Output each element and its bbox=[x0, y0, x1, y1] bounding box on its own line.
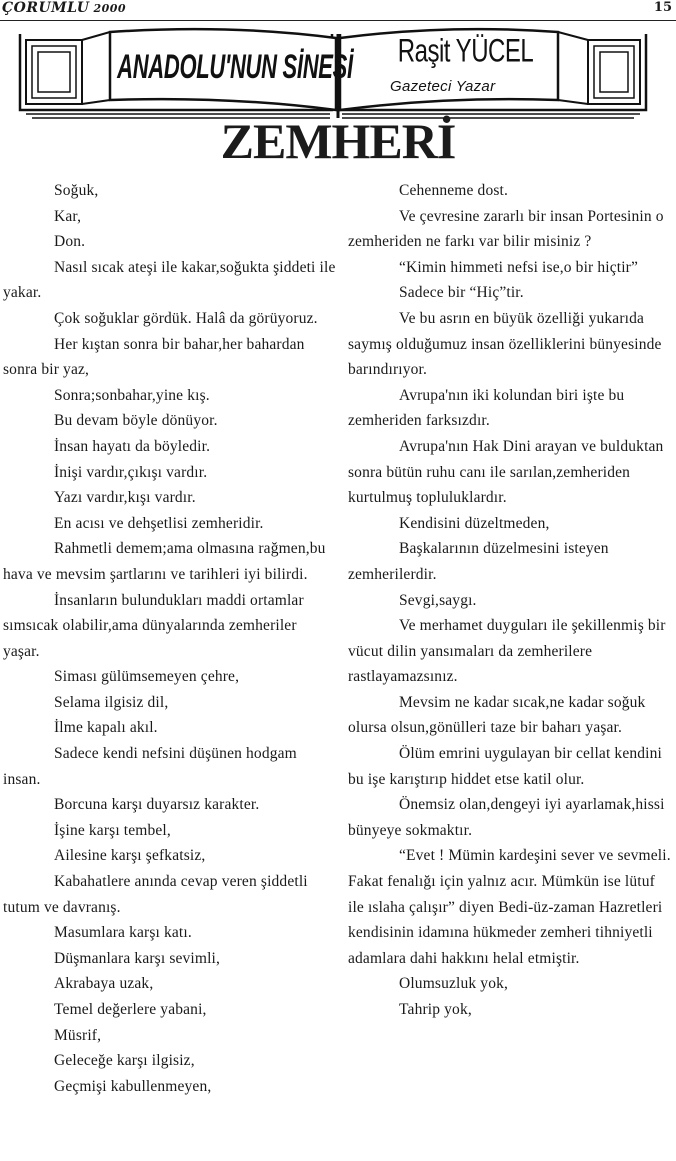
paragraph: “Kimin himmeti nefsi ise,o bir hiçtir” bbox=[399, 258, 639, 276]
paragraph: Sonra;sonbahar,yine kış. bbox=[54, 386, 210, 404]
paragraph: Kendisini düzeltmeden, bbox=[399, 514, 550, 532]
paragraph: İlme kapalı akıl. bbox=[54, 719, 158, 737]
author-role: Gazeteci Yazar bbox=[390, 78, 496, 95]
paragraph: Temel değerlere yabani, bbox=[54, 1001, 207, 1018]
paragraph: Sadece bir “Hiç”tir. bbox=[399, 284, 524, 302]
paragraph: Don. bbox=[54, 233, 86, 251]
page-number: 15 bbox=[653, 0, 672, 15]
paragraph: İşine karşı tembel, bbox=[54, 821, 171, 839]
publication-year: 2000 bbox=[93, 2, 127, 15]
paragraph: Tahrip yok, bbox=[399, 1001, 472, 1018]
paragraph: Ve çevresine zararlı bir insan Portesinin o zemheriden ne farkı var bilir misiniz ? bbox=[348, 207, 664, 251]
article-right-column bbox=[348, 178, 674, 1023]
author-name: Raşit YÜCEL bbox=[397, 33, 534, 70]
page-header bbox=[0, 0, 676, 21]
paragraph: Avrupa'nın Hak Dini arayan ve bulduktan sonra bütün ruhu canı ile sarılan,zemheriden kurtulmuş topluluklardır. bbox=[348, 437, 664, 507]
paragraph: Olumsuzluk yok, bbox=[399, 975, 509, 993]
paragraph: Ailesine karşı şefkatsiz, bbox=[54, 847, 206, 865]
publication-title: ÇORUMLU bbox=[2, 0, 90, 16]
paragraph: Rahmetli demem;ama olmasına rağmen,bu hava ve mevsim şartlarını ve tarihleri iyi bilirdi. bbox=[3, 540, 326, 583]
paragraph: Cehenneme dost. bbox=[399, 182, 509, 199]
paragraph: Soğuk, bbox=[54, 182, 99, 199]
paragraph: Selama ilgisiz dil, bbox=[54, 693, 169, 711]
paragraph: Ölüm emrini uygulayan bir cellat kendini bu işe karıştırıp hiddet etse katil olur. bbox=[348, 745, 662, 788]
paragraph: Yazı vardır,kışı vardır. bbox=[54, 489, 196, 507]
paragraph: Masumlara karşı katı. bbox=[54, 924, 192, 942]
paragraph: Siması gülümsemeyen çehre, bbox=[54, 668, 240, 686]
paragraph: İnsanların bulundukları maddi ortamlar sımsıcak olabilir,ama dünyalarında zemheriler yaşar. bbox=[3, 591, 304, 660]
paragraph: Kabahatlere anında cevap veren şiddetli tutum ve davranış. bbox=[3, 873, 308, 916]
paragraph: Sadece kendi nefsini düşünen hodgam insan. bbox=[3, 745, 297, 788]
paragraph: Akrabaya uzak, bbox=[54, 975, 154, 993]
paragraph: Avrupa'nın iki kolundan biri işte bu zemheriden farksızdır. bbox=[348, 386, 625, 430]
paragraph: Bu devam böyle dönüyor. bbox=[54, 412, 218, 430]
paragraph: En acısı ve dehşetlisi zemheridir. bbox=[54, 514, 264, 532]
section-title-panel bbox=[115, 32, 355, 102]
paragraph: Başkalarının düzelmesini isteyen zemherilerdir. bbox=[348, 540, 609, 583]
paragraph: Nasıl sıcak ateşi ile kakar,soğukta şiddeti ile yakar. bbox=[3, 258, 336, 302]
column-banner bbox=[18, 26, 650, 124]
paragraph: Geçmişi kabullenmeyen, bbox=[54, 1077, 212, 1095]
section-title: ANADOLU'NUN SİNESİ bbox=[117, 46, 353, 86]
publication-name bbox=[2, 0, 126, 16]
paragraph: Sevgi,saygı. bbox=[399, 591, 477, 609]
paragraph: Düşmanlara karşı sevimli, bbox=[54, 949, 221, 967]
author-panel bbox=[378, 32, 553, 102]
paragraph: Borcuna karşı duyarsız karakter. bbox=[54, 796, 260, 814]
paragraph: Müsrif, bbox=[54, 1026, 102, 1044]
paragraph: İnsan hayatı da böyledir. bbox=[54, 437, 211, 455]
paragraph: “Evet ! Mümin kardeşini sever ve sevmeli. Fakat fenalığı için yalnız acır. Mümkün ise lütuf ile ıslaha çalışır” diyen Bedi-üz-zaman Hazretleri kendisinin idamına hükmeder zemheri tihniyetli adamlara dahi hakkını helal etmiştir. bbox=[348, 847, 671, 967]
paragraph: Mevsim ne kadar sıcak,ne kadar soğuk olursa olsun,gönülleri taze bir baharı yaşar. bbox=[348, 693, 646, 737]
paragraph: Ve merhamet duyguları ile şekillenmiş bir vücut dilin yansımaları da zemherilere rastlayamazsınız. bbox=[348, 617, 666, 686]
paragraph: Ve bu asrın en büyük özelliği yukarıda saymış olduğumuz insan özelliklerini bünyesinde barındırıyor. bbox=[348, 309, 662, 379]
paragraph: İnişi vardır,çıkışı vardır. bbox=[54, 463, 208, 481]
paragraph: Önemsiz olan,dengeyi iyi ayarlamak,hissi bünyeye sokmaktır. bbox=[348, 796, 665, 839]
paragraph: Geleceğe karşı ilgisiz, bbox=[54, 1052, 195, 1070]
paragraph: Her kıştan sonra bir bahar,her bahardan sonra bir yaz, bbox=[3, 335, 305, 379]
paragraph: Kar, bbox=[54, 207, 82, 225]
paragraph: Çok soğuklar gördük. Halâ da görüyoruz. bbox=[54, 309, 318, 327]
article-title: ZEMHERİ bbox=[220, 113, 456, 169]
article-left-column bbox=[3, 178, 336, 1099]
